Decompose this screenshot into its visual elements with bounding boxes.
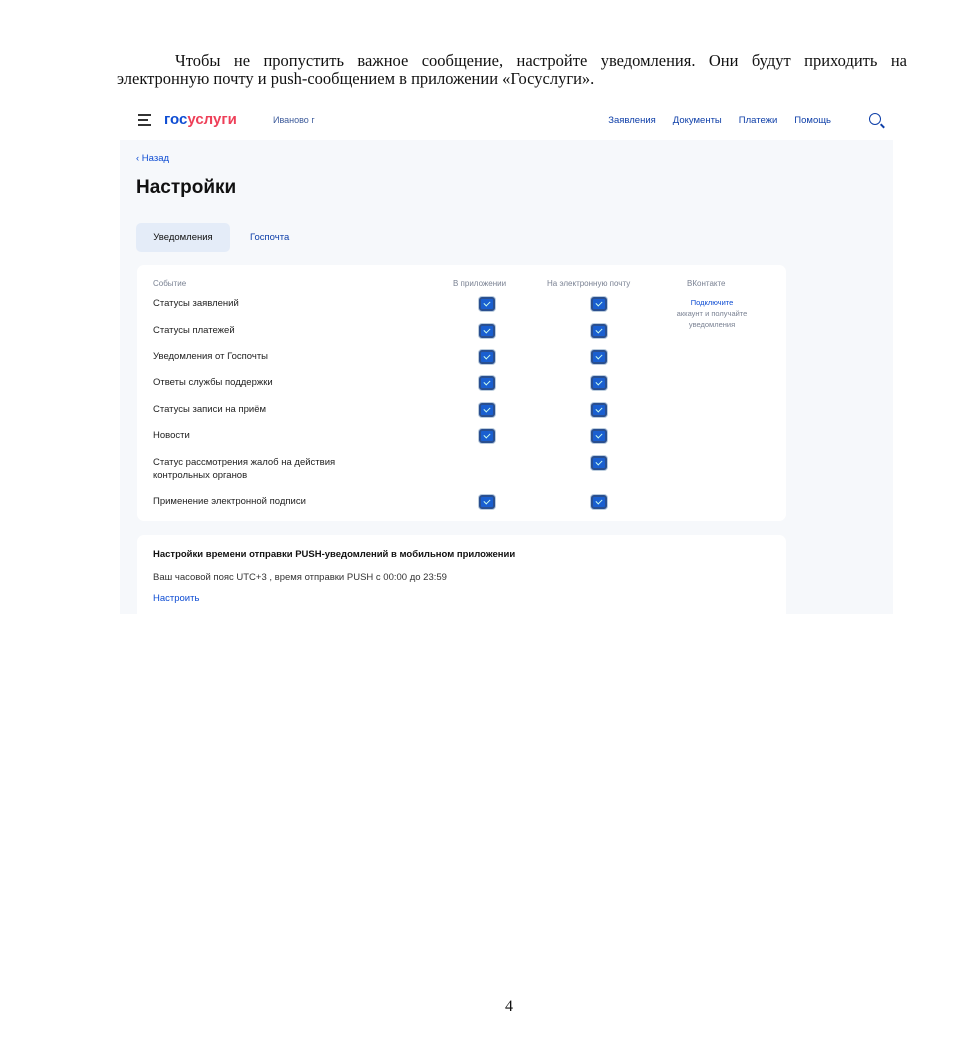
checkbox-app[interactable] [479,324,495,338]
nav-applications[interactable]: Заявления [608,115,656,126]
table-row-label: Статус рассмотрения жалоб на действия контрольных органов [153,457,336,481]
nav-payments[interactable]: Платежи [738,115,778,126]
table-row-label: Новости [153,430,190,441]
gosuslugi-screenshot [120,100,893,614]
tab-gospochta[interactable]: Госпочта [250,232,290,243]
checkbox-email[interactable] [591,429,607,443]
logo-part-1: гос [164,111,188,128]
checkbox-email[interactable] [591,324,607,338]
logo[interactable] [164,111,237,128]
checkbox-app[interactable] [479,350,495,364]
checkbox-email[interactable] [591,495,607,509]
top-nav [608,115,831,126]
notifications-table [137,265,786,521]
intro-paragraph: Чтобы не пропустить важное сообщение, настройте уведомления. Они будут приходить на электронную почту и push-сообщением в приложении «Госуслуги». [117,51,907,88]
push-text: Ваш часовой пояс UTC+3 , время отправки PUSH с 00:00 до 23:59 [153,572,447,583]
header [120,100,893,140]
configure-link[interactable]: Настроить [153,593,200,604]
nav-help[interactable]: Помощь [794,115,831,126]
table-row-label: Статусы заявлений [153,298,239,309]
checkbox-app[interactable] [479,297,495,311]
vk-connect-text: аккаунт и получайте уведомления [676,309,748,329]
nav-documents[interactable]: Документы [672,115,722,126]
checkbox-app[interactable] [479,376,495,390]
table-row-label: Уведомления от Госпочты [153,351,268,362]
push-title: Настройки времени отправки PUSH-уведомлений в мобильном приложении [153,549,516,560]
push-settings-card [137,535,786,614]
table-row-label: Ответы службы поддержки [153,377,273,388]
table-row-label: Статусы записи на приём [153,404,267,415]
checkbox-app[interactable] [479,429,495,443]
vk-connect [657,297,767,330]
checkbox-app[interactable] [479,403,495,417]
tab-notifications[interactable]: Уведомления [136,223,230,252]
col-email: На электронную почту [547,279,631,288]
back-link[interactable]: ‹ Назад [136,153,170,164]
checkbox-email[interactable] [591,350,607,364]
city-selector[interactable]: Иваново г [273,115,315,125]
checkbox-app[interactable] [479,495,495,509]
table-row-label: Статусы платежей [153,325,235,336]
checkbox-email[interactable] [591,297,607,311]
logo-part-2: услуги [187,111,237,128]
checkbox-email[interactable] [591,456,607,470]
checkbox-email[interactable] [591,403,607,417]
table-row-label: Применение электронной подписи [153,496,306,507]
page-title: Настройки [136,177,237,198]
search-icon[interactable] [869,113,881,125]
col-app: В приложении [453,279,507,288]
menu-icon[interactable] [138,114,151,129]
col-vk: ВКонтакте [687,279,726,288]
col-event: Событие [153,279,187,288]
page-number: 4 [505,998,513,1015]
checkbox-email[interactable] [591,376,607,390]
vk-connect-link[interactable]: Подключите [690,298,734,307]
